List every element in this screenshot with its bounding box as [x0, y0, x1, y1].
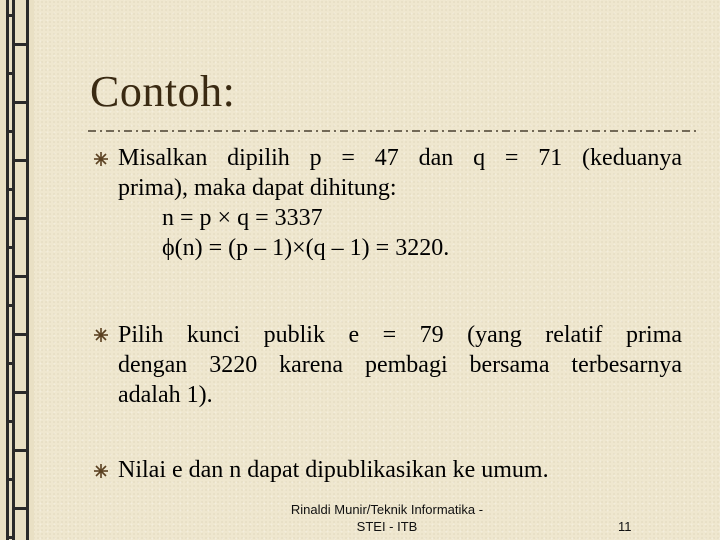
binder-tick [12, 333, 29, 336]
asterisk-cross-icon [94, 328, 108, 342]
binder-tick [6, 536, 15, 539]
binder-tick [12, 275, 29, 278]
page-number: 11 [618, 519, 632, 534]
left-binder-strip [0, 0, 34, 540]
binder-tick [6, 478, 15, 481]
text-line: dengan 3220 karena pembagi bersama terbesarnya [118, 352, 682, 378]
footer-line: Rinaldi Munir/Teknik Informatika - [290, 502, 484, 517]
title-divider [88, 128, 700, 134]
binder-tick [12, 159, 29, 162]
binder-tick [12, 391, 29, 394]
footer-line: STEI - ITB [356, 519, 418, 534]
text-line: prima), maka dapat dihitung: [118, 175, 397, 201]
bullet-paragraph [118, 320, 682, 410]
binder-tick [6, 304, 15, 307]
binder-tick [12, 43, 29, 46]
binder-tick [6, 362, 15, 365]
binder-tick [12, 101, 29, 104]
binder-rail [6, 0, 9, 540]
binder-rail [12, 0, 15, 540]
binder-tick [6, 14, 15, 17]
formula-line: n = p × q = 3337 [162, 205, 323, 231]
text-line: Misalkan dipilih p = 47 dan q = 71 (keduanya [118, 145, 682, 171]
bullet-paragraph [118, 455, 682, 485]
formula-line: ϕ(n) = (p – 1)×(q – 1) = 3220. [162, 235, 450, 261]
binder-tick [6, 420, 15, 423]
binder-rail [26, 0, 29, 540]
binder-tick [12, 507, 29, 510]
binder-tick [6, 246, 15, 249]
text-line: Nilai e dan n dapat dipublikasikan ke umum. [118, 457, 549, 483]
slide-title: Contoh: [90, 67, 236, 116]
binder-tick [6, 72, 15, 75]
text-line: adalah 1). [118, 382, 213, 408]
bullet-paragraph [118, 143, 682, 263]
slide-footer [262, 501, 512, 535]
asterisk-cross-icon [94, 152, 108, 166]
binder-tick [6, 188, 15, 191]
binder-tick [12, 217, 29, 220]
binder-tick [6, 130, 15, 133]
asterisk-cross-icon [94, 464, 108, 478]
binder-tick [12, 449, 29, 452]
text-line: Pilih kunci publik e = 79 (yang relatif prima [118, 322, 682, 348]
